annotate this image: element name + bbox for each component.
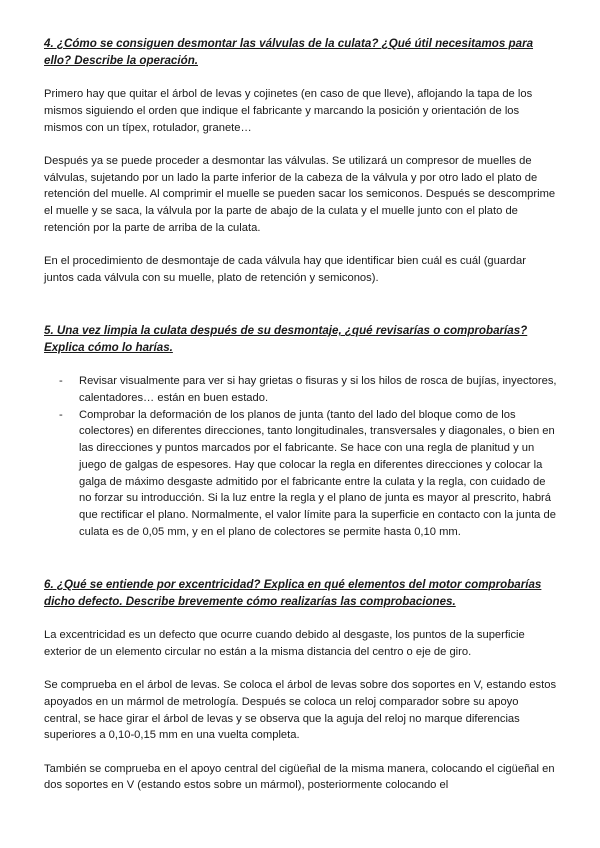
question-6-paragraph-2: Se comprueba en el árbol de levas. Se coloca el árbol de levas sobre dos soportes en V, estando estos apoyados en un mármol de metrología. Después se coloca un reloj comparador sobre su apoyo central, se hace girar el árbol de levas y se observa que la aguja del reloj no marque diferencias superiores a 0,10-0,15 mm en una vuelta completa.: [44, 679, 557, 742]
question-4-paragraph-2: Después ya se puede proceder a desmontar las válvulas. Se utilizará un compresor de muelles de válvulas, sujetando por un lado la parte inferior de la cabeza de la válvula y por otro lado el plato de retención del muelle. Al comprimir el muelle se pueden sacar los semiconos. Después se descomprime el muelle y se saca, la válvula por la parte de abajo de la culata y el muelle junto con el plato de retención por la parte de arriba de la culata.: [44, 154, 556, 234]
question-6-paragraph-3: También se comprueba en el apoyo central del cigüeñal de la misma manera, colocando el cigüeñal en dos soportes en V (estando estos sobre un mármol), posteriormente colocando el: [44, 762, 555, 792]
question-4-paragraph-1: Primero hay que quitar el árbol de levas y cojinetes (en caso de que lleve), aflojando la tapa de los mismos siguiendo el orden que indique el fabricante y marcando la posición y orientación de los mismos con un típex, rotulador, granete…: [44, 88, 533, 134]
question-6-paragraph-1: La excentricidad es un defecto que ocurre cuando debido al desgaste, los puntos de la superficie exterior de un elemento circular no están a la misma distancia del centro o eje de giro.: [44, 629, 525, 658]
document-page: [44, 36, 558, 794]
list-item-text: Revisar visualmente para ver si hay grietas o fisuras y si los hilos de rosca de bujías, inyectores, calentadores… están en buen estado.: [79, 375, 557, 404]
question-6-heading: 6. ¿Qué se entiende por excentricidad? Explica en qué elementos del motor comprobarías dicho defecto. Describe brevemente cómo realizarías las comprobaciones.: [44, 578, 542, 608]
question-4-heading: 4. ¿Cómo se consiguen desmontar las válvulas de la culata? ¿Qué útil necesitamos para ello? Describe la operación.: [44, 37, 534, 67]
question-4-paragraph-3: En el procedimiento de desmontaje de cada válvula hay que identificar bien cuál es cuál (guardar juntos cada válvula con su muelle, plato de retención y semiconos).: [44, 255, 526, 284]
list-item-text: Comprobar la deformación de los planos de junta (tanto del lado del bloque como de los colectores) en diferentes direcciones, tanto longitudinales, transversales y diagonales, o bien en las direcciones y puntos marcados por el fabricante. Se hace con una regla de planitud y un juego de galgas de espesores. Hay que colocar la regla en diferentes direcciones y colocar la galga de máximo desgaste admitido por el fabricante entre la culata y la regla, con cuidado de no forzar su introducción. Si la luz entre la regla y el plano de junta es mayor al prescrito, habrá que rectificar el plano. Normalmente, el valor límite para la superficie en contacto con la junta de culata es de 0,05 mm, y en el plano de colectores se permite hasta 0,10 mm.: [79, 408, 556, 538]
list-item: [44, 373, 558, 406]
list-item: [44, 407, 558, 541]
question-5-heading: 5. Una vez limpia la culata después de su desmontaje, ¿qué revisarías o comprobarías? Explica cómo lo harías.: [44, 324, 528, 354]
bullet-marker: -: [59, 408, 63, 421]
question-5-list: [44, 373, 558, 540]
bullet-marker: -: [59, 375, 63, 388]
